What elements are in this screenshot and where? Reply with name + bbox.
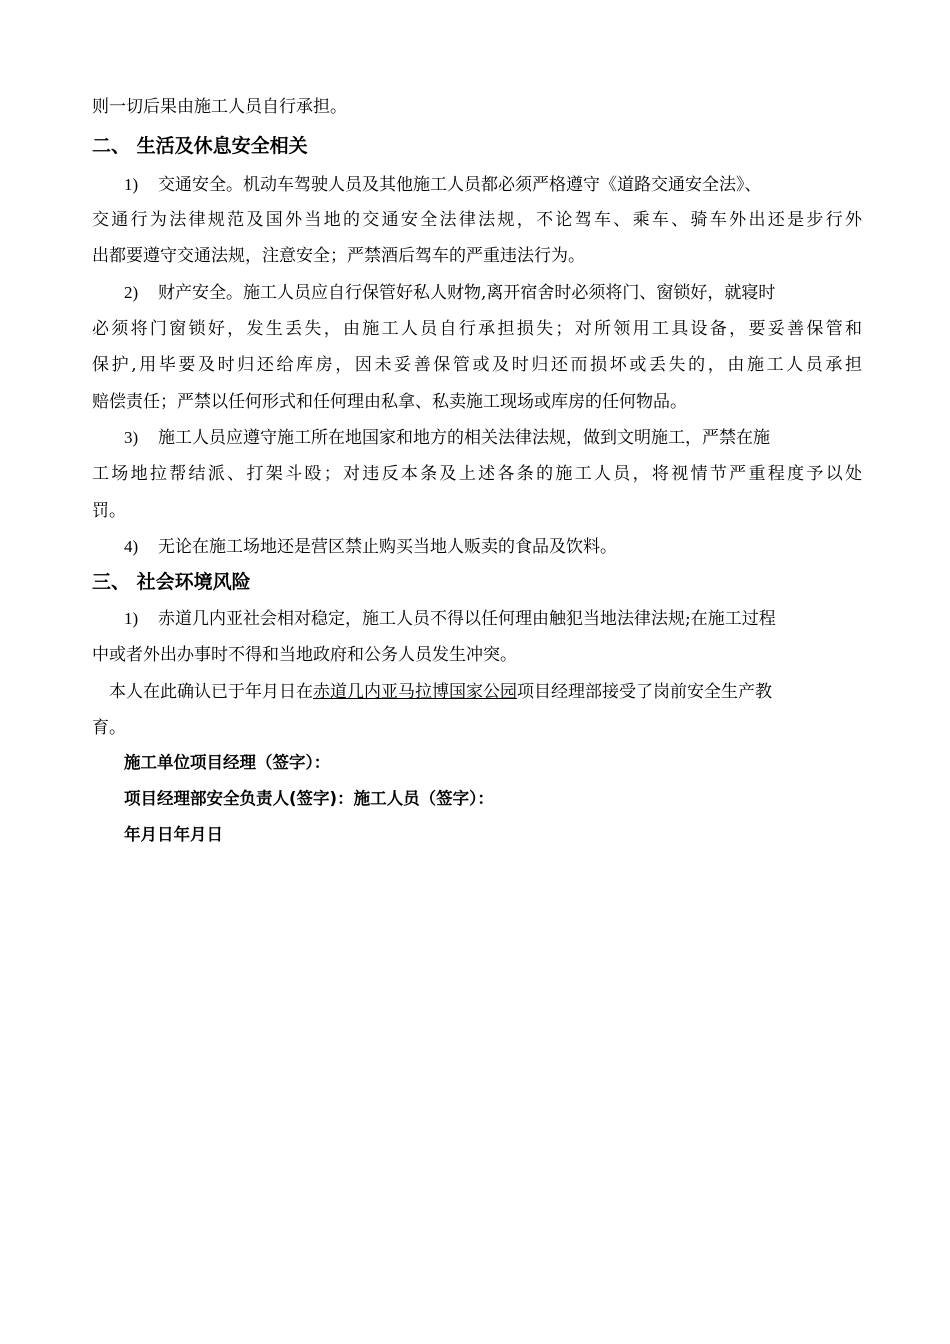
paragraph-line: 出都要遵守交通法规，注意安全；严禁酒后驾车的严重违法行为。 [92,246,585,266]
section-heading-social-risk: 三、 社会环境风险 [92,571,251,593]
confirmation-line [109,682,772,702]
list-item-number: 4) 无论在施工场地还是营区禁止购买当地人贩卖的食品及饮料。 [124,537,617,557]
paragraph-line: 交通安全。机动车驾驶人员及其他施工人员都必须严格遵守《道路交通安全法》、 [158,175,762,195]
paragraph-line: 必须将门窗锁好，发生丢失，由施工人员自行承担损失；对所领用工具设备，要妥善保管和 [92,319,862,339]
paragraph-line: 工场地拉帮结派、打架斗殴；对违反本条及上述各条的施工人员，将视情节严重程度予以处 [92,464,862,484]
signature-project-manager: 施工单位项目经理（签字）： [124,753,331,772]
paragraph-line: 赔偿责任；严禁以任何形式和任何理由私拿、私卖施工现场或库房的任何物品。 [92,392,687,412]
confirmation-suffix: 项目经理部接受了岗前安全生产教 [517,682,772,702]
paragraph-line: 罚。 [92,501,126,521]
list-item-number: 3) 施工人员应遵守施工所在地国家和地方的相关法律法规，做到文明施工，严禁在施 [124,428,770,448]
paragraph-line: 财产安全。施工人员应自行保管好私人财物,离开宿舍时必须将门、窗锁好，就寝时 [158,283,776,303]
confirmation-line-2: 育。 [92,718,126,738]
confirmation-prefix: 本人在此确认已于年月日在 [109,682,313,702]
paragraph-line: 保护,用毕要及时归还给库房，因未妥善保管或及时归还而损坏或丢失的，由施工人员承担 [92,355,862,375]
list-item-number: 2) 财产安全。施工人员应自行保管好私人财物,离开宿舍时必须将门、窗锁好，就寝时 [124,283,776,303]
paragraph-line: 施工人员应遵守施工所在地国家和地方的相关法律法规，做到文明施工，严禁在施 [158,428,770,448]
list-item-number: 1) 赤道几内亚社会相对稳定，施工人员不得以任何理由触犯当地法律法规;在施工过程 [124,609,776,629]
intro-tail-text: 则一切后果由施工人员自行承担。 [92,97,347,117]
list-item-number: 1) 交通安全。机动车驾驶人员及其他施工人员都必须严格遵守《道路交通安全法》、 [124,175,762,195]
paragraph-line: 交通行为法律规范及国外当地的交通安全法律法规，不论驾车、乘车、骑车外出还是步行外 [92,210,862,230]
signature-dates: 年月日年月日 [124,825,223,844]
project-name: 赤道几内亚马拉博国家公园 [313,682,517,702]
paragraph-line: 无论在施工场地还是营区禁止购买当地人贩卖的食品及饮料。 [158,537,617,557]
signature-safety-and-worker: 项目经理部安全负责人(签字)：施工人员（签字）： [124,789,494,808]
paragraph-line: 中或者外出办事时不得和当地政府和公务人员发生冲突。 [92,645,517,665]
paragraph-line: 赤道几内亚社会相对稳定，施工人员不得以任何理由触犯当地法律法规;在施工过程 [158,609,776,629]
section-heading-life-safety: 二、 生活及休息安全相关 [92,135,308,157]
